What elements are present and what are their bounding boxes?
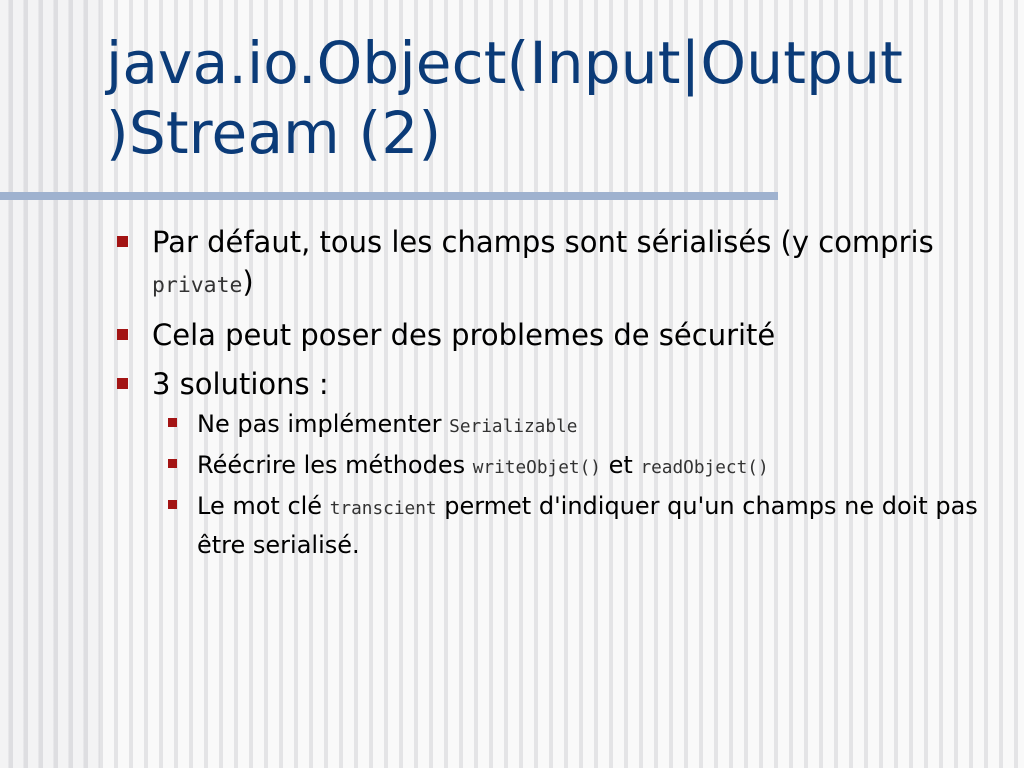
bullet-item-defaults: [115, 222, 995, 306]
code-write-object: writeObjet(): [472, 458, 601, 478]
square-bullet-icon: [117, 236, 128, 247]
bullet-list: [115, 222, 995, 565]
title-divider: [0, 192, 778, 200]
sub-bullet-text-end: permet d'indiquer qu'un champs ne doit pas être serialisé.: [197, 492, 978, 559]
slide-title-line-1: java.io.Object(Input|Output: [106, 29, 904, 97]
bullet-item-solutions: [115, 364, 995, 404]
sub-bullet-text: Réécrire les méthodes: [197, 451, 473, 479]
sub-bullet-text: Ne pas implémenter: [197, 410, 450, 438]
code-read-object: readObject(): [640, 458, 769, 478]
slide-title: [106, 28, 1006, 168]
bullet-item-security: [115, 315, 995, 355]
square-bullet-icon: [168, 500, 177, 509]
sub-bullet-text-mid: et: [601, 451, 641, 479]
bullet-text-end: ): [242, 265, 254, 299]
square-bullet-icon: [168, 459, 177, 468]
slide-title-line-2: )Stream (2): [106, 99, 442, 167]
bullet-text: 3 solutions :: [152, 367, 329, 401]
sub-list-container: [115, 406, 995, 563]
sub-bullet-list: [115, 406, 995, 563]
code-transcient: transcient: [329, 499, 437, 519]
square-bullet-icon: [168, 418, 177, 427]
sub-bullet-text: Le mot clé: [197, 492, 330, 520]
code-private: private: [152, 273, 243, 298]
square-bullet-icon: [117, 329, 128, 340]
sub-bullet-transient: [150, 488, 995, 563]
sub-bullet-not-serializable: [150, 406, 995, 445]
background-stripes: [0, 0, 100, 768]
bullet-text: Par défaut, tous les champs sont sérialisés (y compris: [152, 225, 934, 259]
code-serializable: Serializable: [449, 417, 578, 437]
sub-bullet-rewrite-methods: [150, 447, 995, 486]
bullet-text: Cela peut poser des problemes de sécurité: [152, 318, 776, 352]
square-bullet-icon: [117, 378, 128, 389]
